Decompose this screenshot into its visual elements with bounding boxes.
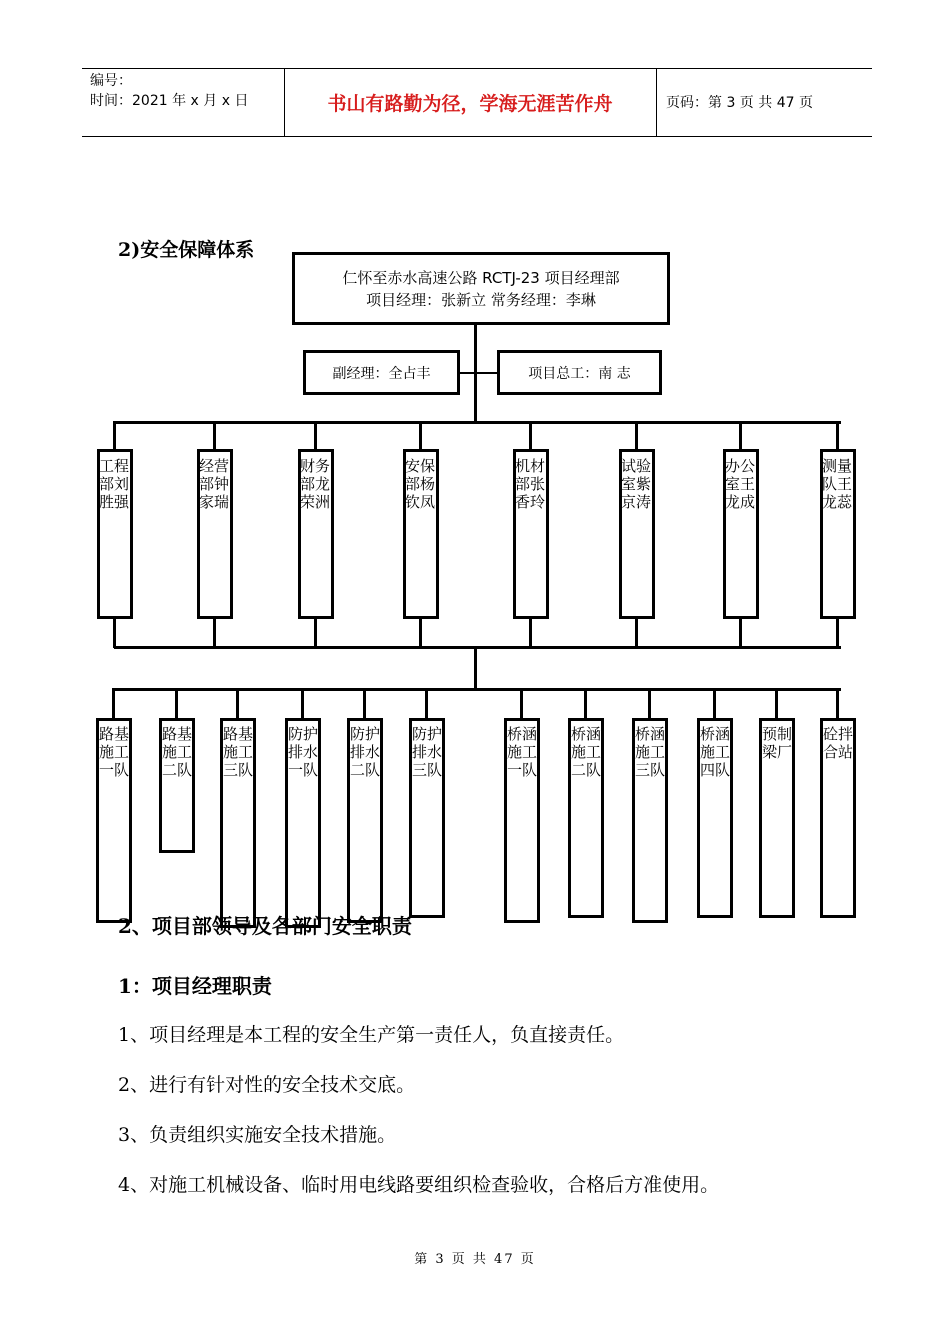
connector-line: [419, 421, 422, 451]
team-label: 路基施工二队: [161, 725, 192, 779]
deputy-manager-box: [303, 350, 460, 395]
connector-line: [584, 688, 587, 722]
connector-line: [836, 618, 839, 648]
heading-responsibilities: 2、项目部领导及各部门安全职责: [118, 914, 412, 938]
connector-line: [114, 646, 841, 649]
connector-line: [363, 688, 366, 722]
team-label: 防护排水一队: [287, 725, 318, 779]
connector-line: [314, 618, 317, 648]
org-root-title: 仁怀至赤水高速公路 RCTJ-23 项目经理部: [342, 268, 620, 287]
page-footer: 第 3 页 共 47 页: [414, 1252, 536, 1267]
team-label: 桥涵施工四队: [699, 725, 730, 779]
team-label: 桥涵施工一队: [506, 725, 537, 779]
team-label: 防护排水二队: [349, 725, 380, 779]
department-label: 经营部钟家瑞: [198, 457, 229, 511]
connector-line: [775, 688, 778, 722]
team-label: 桥涵施工三队: [634, 725, 665, 779]
department-label: 试验室紫京涛: [620, 457, 651, 511]
department-label: 办公室王龙成: [724, 457, 755, 511]
team-label: 路基施工三队: [222, 725, 253, 779]
deputy-manager-label: 副经理：全占丰: [332, 365, 431, 382]
connector-line: [301, 688, 304, 722]
connector-line: [739, 421, 742, 451]
heading-pm-duties: 1：项目经理职责: [118, 974, 272, 998]
header-bottom-rule: [82, 136, 872, 137]
connector-line: [635, 421, 638, 451]
team-label: 防护排水三队: [411, 725, 442, 779]
department-label: 财务部龙荣洲: [299, 457, 330, 511]
doc-number-label: 编号：: [90, 73, 132, 89]
connector-line: [635, 618, 638, 648]
team-label: 路基施工一队: [98, 725, 129, 779]
connector-line: [419, 618, 422, 648]
section-title: 2)安全保障体系: [118, 239, 255, 261]
connector-line: [836, 421, 839, 451]
doc-time-label: 时间：2021 年 x 月 x 日: [90, 93, 249, 109]
connector-line: [520, 688, 523, 722]
connector-line: [112, 688, 115, 722]
header-page-info: 页码：第 3 页 共 47 页: [666, 95, 813, 111]
connector-line: [113, 421, 116, 451]
connector-line: [460, 372, 497, 374]
team-label: 预制梁厂: [761, 725, 792, 761]
header-divider: [656, 68, 657, 136]
chief-engineer-box: [497, 350, 662, 395]
connector-line: [114, 421, 841, 424]
department-label: 安保部杨钦凤: [404, 457, 435, 511]
connector-line: [175, 688, 178, 722]
connector-line: [529, 618, 532, 648]
org-root-managers: 项目经理：张新立 常务经理：李琳: [366, 290, 596, 309]
connector-line: [474, 646, 477, 690]
duty-item: 4、对施工机械设备、临时用电线路要组织检查验收，合格后方准使用。: [118, 1174, 720, 1196]
team-label: 桥涵施工二队: [570, 725, 601, 779]
connector-line: [739, 618, 742, 648]
connector-line: [314, 421, 317, 451]
connector-line: [836, 688, 839, 722]
duty-item: 3、负责组织实施安全技术措施。: [118, 1124, 397, 1146]
team-label: 砼拌合站: [822, 725, 853, 761]
connector-line: [113, 618, 116, 648]
department-label: 测量队王龙蕊: [821, 457, 852, 511]
duty-item: 2、进行有针对性的安全技术交底。: [118, 1074, 416, 1096]
department-label: 工程部刘胜强: [98, 457, 129, 511]
connector-line: [648, 688, 651, 722]
connector-line: [236, 688, 239, 722]
connector-line: [114, 688, 841, 691]
header-meta: [90, 71, 248, 111]
header-motto: 书山有路勤为径，学海无涯苦作舟: [327, 92, 613, 115]
connector-line: [213, 618, 216, 648]
chief-engineer-label: 项目总工：南 志: [528, 365, 631, 382]
connector-line: [713, 688, 716, 722]
connector-line: [425, 688, 428, 722]
connector-line: [529, 421, 532, 451]
connector-line: [213, 421, 216, 451]
org-root-box: [292, 252, 670, 325]
duty-item: 1、项目经理是本工程的安全生产第一责任人，负直接责任。: [118, 1024, 625, 1046]
department-label: 机材部张香玲: [514, 457, 545, 511]
